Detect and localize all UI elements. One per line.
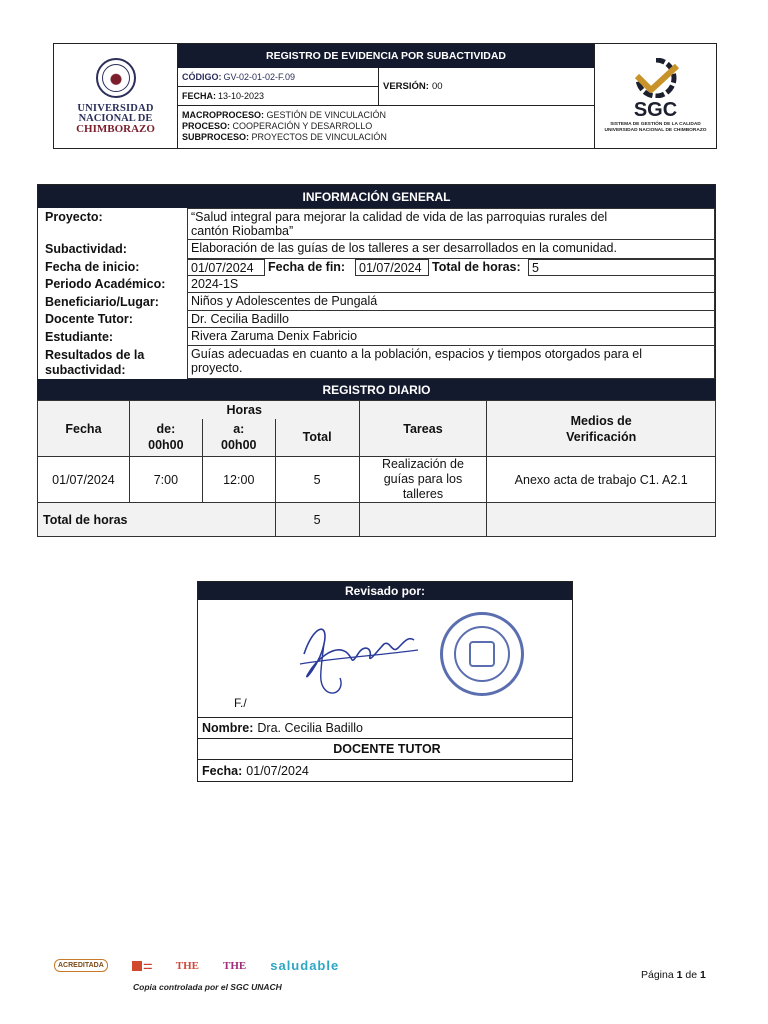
daily-register-title: REGISTRO DIARIO — [37, 379, 716, 400]
reviewer-date-row — [198, 760, 572, 781]
form-date — [178, 87, 378, 105]
reviewed-title: Revisado por: — [198, 582, 572, 600]
period-label: Periodo Académico: — [45, 277, 166, 291]
beneficiary-value: Niños y Adolescentes de Pungalá — [187, 293, 715, 311]
form-date-value: 13-10-2023 — [218, 90, 265, 101]
beneficiary-row — [38, 293, 715, 311]
results-label-line2: subactividad: — [45, 363, 126, 377]
proceso-value: COOPERACIÓN Y DESARROLLO — [232, 121, 373, 131]
page-total: 1 — [700, 969, 706, 981]
total-hours-row-label: Total de horas — [38, 503, 276, 537]
table-row — [38, 457, 716, 503]
header-info — [178, 44, 595, 148]
project-value-line2: cantón Riobamba” — [191, 224, 294, 238]
tutor-value: Dr. Cecilia Badillo — [187, 311, 715, 328]
daily-register-section — [37, 379, 716, 537]
red-institution-logo: ▬▬ ▬▬ — [132, 961, 152, 971]
page-of: de — [685, 969, 698, 981]
macroproceso-value: GESTIÓN DE VINCULACIÓN — [266, 110, 387, 120]
university-seal-icon — [96, 58, 136, 98]
row-total: 5 — [275, 457, 359, 503]
subactivity-label: Subactividad: — [45, 242, 127, 256]
document-header — [53, 43, 717, 149]
form-title: REGISTRO DE EVIDENCIA POR SUBACTIVIDAD — [178, 44, 594, 68]
process-info — [178, 106, 594, 148]
acreditada-logo: ACREDITADA — [54, 959, 108, 972]
results-value-line1: Guías adecuadas en cuanto a la población, espacios y tiempos otorgados para el — [191, 347, 642, 361]
signature-label: F./ — [234, 696, 247, 710]
col-header-fecha: Fecha — [38, 401, 130, 457]
student-row — [38, 328, 715, 346]
subproceso-label: SUBPROCESO: — [182, 132, 250, 142]
period-row — [38, 276, 715, 293]
sgc-logo — [595, 44, 716, 148]
row-tareas-line3: talleres — [402, 487, 444, 501]
the-ranking-logo-1: THE — [175, 959, 199, 972]
footer-logos — [54, 958, 339, 973]
form-version-label: VERSIÓN: — [383, 81, 429, 92]
subactivity-row — [38, 240, 715, 259]
project-label: Proyecto: — [45, 210, 103, 224]
row-tareas-line2: guías para los — [383, 472, 463, 486]
col-header-total: Total — [275, 419, 359, 457]
col-header-de — [129, 419, 202, 457]
period-value: 2024-1S — [187, 276, 715, 293]
start-date-label: Fecha de inicio: — [45, 260, 140, 274]
saludable-logo: saludable — [270, 958, 340, 973]
col-header-horas: Horas — [129, 401, 359, 419]
university-name-line1: UNIVERSIDAD — [77, 102, 154, 114]
end-date-label: Fecha de fin: — [268, 260, 346, 274]
university-logo — [54, 44, 178, 148]
student-label: Estudiante: — [45, 330, 114, 344]
form-code — [178, 68, 378, 87]
total-row-empty-1 — [359, 503, 487, 537]
page-current: 1 — [676, 969, 683, 981]
results-label-line1: Resultados de la — [45, 348, 145, 362]
results-value-line2: proyecto. — [191, 361, 243, 375]
row-medios: Anexo acta de trabajo C1. A2.1 — [487, 457, 716, 503]
row-de: 7:00 — [129, 457, 202, 503]
signature-area — [198, 600, 572, 718]
reviewer-date-value: 01/07/2024 — [246, 763, 309, 778]
subactivity-value: Elaboración de las guías de los talleres a ser desarrollados en la comunidad. — [187, 240, 715, 259]
col-header-a-line2: 00h00 — [221, 438, 257, 453]
end-date-value: 01/07/2024 — [355, 259, 429, 276]
beneficiary-label: Beneficiario/Lugar: — [45, 295, 159, 309]
row-a: 12:00 — [202, 457, 275, 503]
reviewer-date-label: Fecha: — [202, 763, 243, 778]
reviewer-name-row — [198, 718, 572, 739]
sgc-check-icon — [627, 58, 685, 98]
col-header-medios-line1: Medios de — [570, 413, 632, 428]
macroproceso-label: MACROPROCESO: — [182, 110, 265, 120]
the-ranking-logo-2: THE — [223, 959, 247, 972]
page-number — [641, 969, 706, 981]
daily-register-table — [37, 400, 716, 537]
total-hours-row-value: 5 — [275, 503, 359, 537]
form-code-value: GV-02-01-02-F.09 — [223, 71, 296, 82]
col-header-medios — [487, 401, 716, 457]
total-row-empty-2 — [487, 503, 716, 537]
tutor-row — [38, 311, 715, 328]
sgc-subtitle-1: SISTEMA DE GESTIÓN DE LA CALIDAD — [610, 122, 701, 127]
handwritten-signature-icon — [294, 614, 424, 698]
project-value-line1: “Salud integral para mejorar la calidad de vida de las parroquias rurales del — [191, 210, 608, 224]
total-hours-label: Total de horas: — [432, 260, 521, 274]
dates-row — [38, 259, 715, 276]
proceso-label: PROCESO: — [182, 121, 231, 131]
controlled-copy-note: Copia controlada por el SGC UNACH — [133, 982, 282, 992]
col-header-de-line1: de: — [156, 422, 176, 437]
row-tareas — [359, 457, 487, 503]
form-version-value: 00 — [431, 81, 443, 92]
row-fecha: 01/07/2024 — [38, 457, 130, 503]
results-value — [187, 346, 715, 379]
student-value: Rivera Zaruma Denix Fabricio — [187, 328, 715, 346]
official-stamp-icon — [440, 612, 524, 696]
subproceso-value: PROYECTOS DE VINCULACIÓN — [251, 132, 387, 142]
reviewer-name-label: Nombre: — [202, 721, 254, 735]
start-date-value: 01/07/2024 — [187, 259, 265, 276]
university-name-line3: CHIMBORAZO — [76, 122, 155, 135]
tutor-label: Docente Tutor: — [45, 312, 133, 326]
col-header-de-line2: 00h00 — [148, 438, 184, 453]
total-hours-value: 5 — [528, 259, 715, 276]
general-info-title: INFORMACIÓN GENERAL — [38, 185, 715, 208]
reviewer-name-value: Dra. Cecilia Badillo — [257, 721, 364, 735]
row-tareas-line1: Realización de — [381, 457, 464, 471]
col-header-medios-line2: Verificación — [566, 429, 637, 444]
project-value — [187, 208, 715, 240]
sgc-subtitle-2: UNIVERSIDAD NACIONAL DE CHIMBORAZO — [604, 128, 707, 133]
reviewed-section — [197, 581, 573, 782]
col-header-a-line1: a: — [233, 422, 245, 437]
col-header-a — [202, 419, 275, 457]
page-label: Página — [641, 969, 674, 981]
university-name-line2: NACIONAL DE — [78, 112, 153, 124]
form-version — [379, 68, 594, 105]
col-header-tareas: Tareas — [359, 401, 487, 457]
project-row — [38, 208, 715, 240]
sgc-name: SGC — [633, 99, 678, 121]
total-row — [38, 503, 716, 537]
general-info-section — [37, 184, 716, 379]
form-code-label: CÓDIGO: — [182, 71, 222, 82]
reviewer-role: DOCENTE TUTOR — [198, 739, 572, 760]
results-label — [38, 346, 187, 379]
form-date-label: FECHA: — [182, 90, 216, 101]
results-row — [38, 346, 715, 379]
